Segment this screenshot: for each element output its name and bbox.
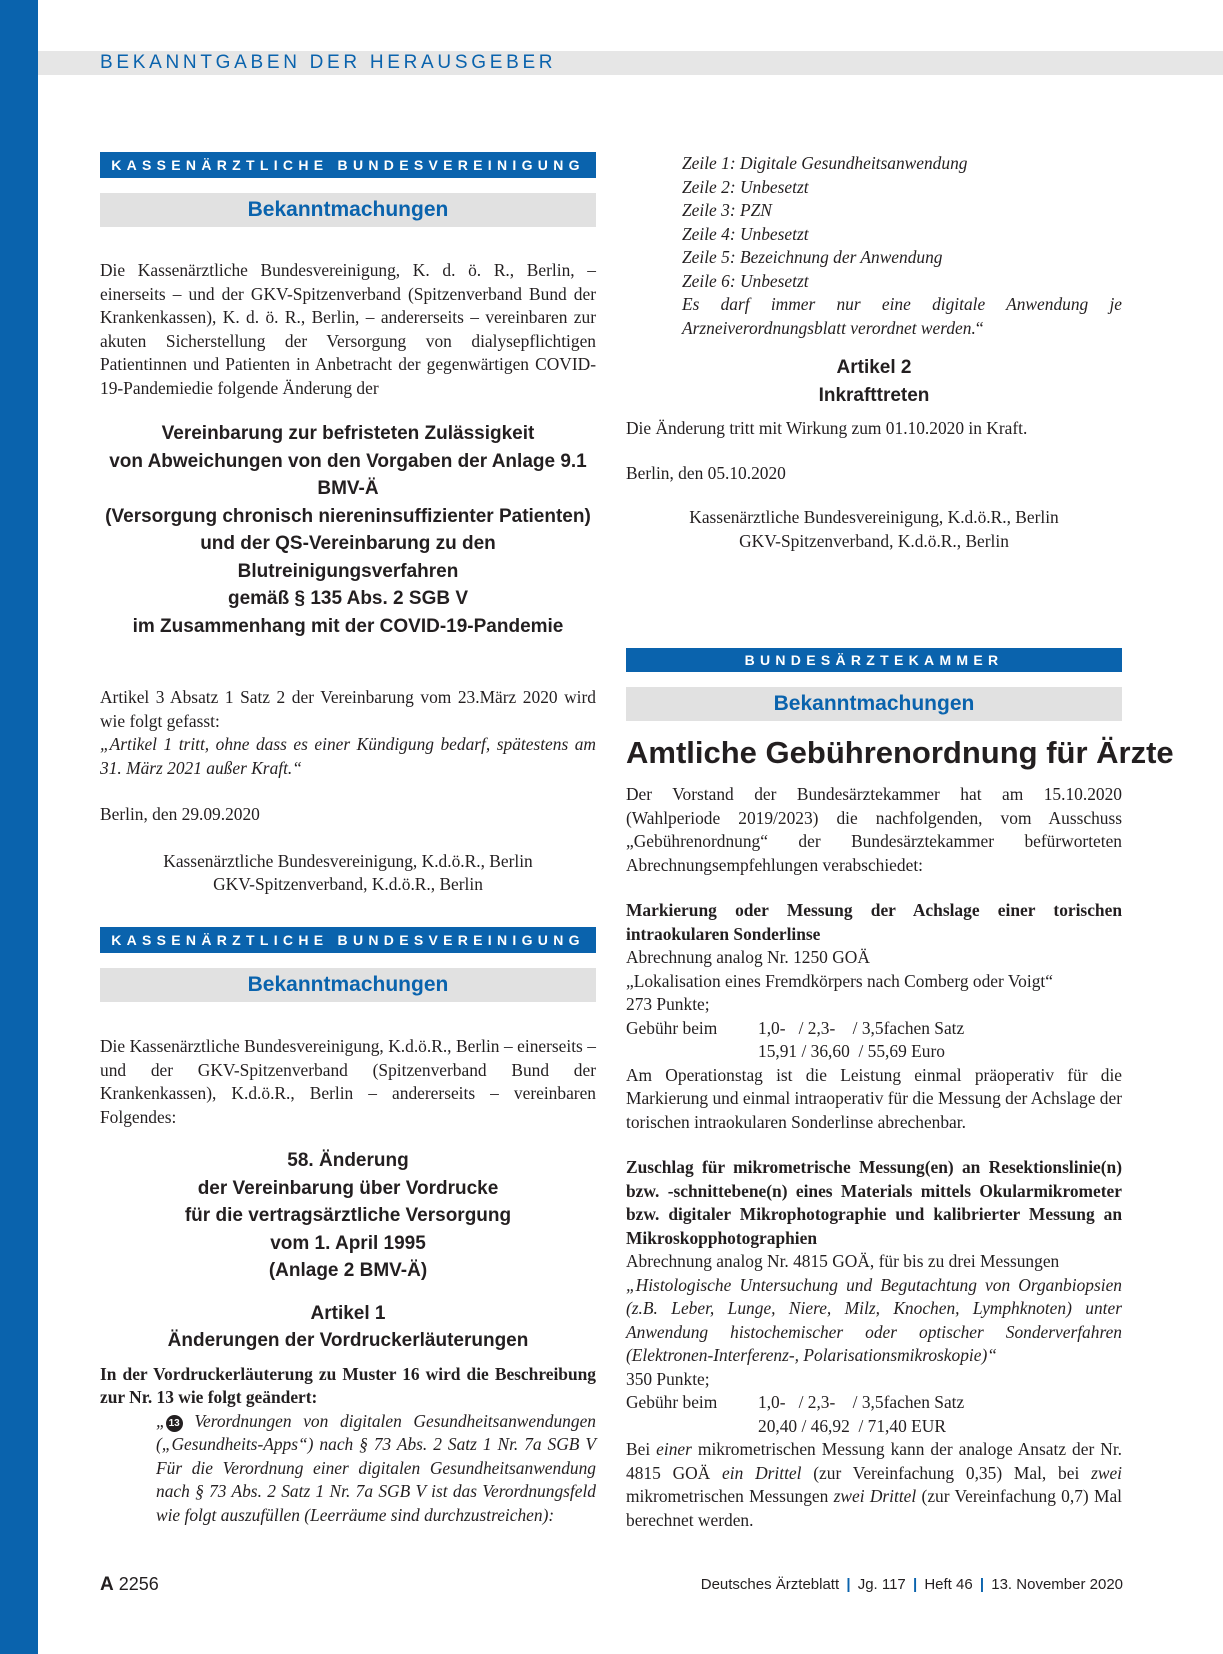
- item-reference: „Histologische Untersuchung und Begutachtung von Organbiopsien (z.B. Leber, Lunge, Niere, Milz, Knochen, Lymphknoten) unter Anwendung histochemischer oder optischer Sonderverfahren (Elektronen-Interferenz-, Polarisationsmikroskopie)“: [626, 1274, 1122, 1365]
- subheading: Bekanntmachungen: [626, 687, 1122, 721]
- date-line: Berlin, den 05.10.2020: [626, 462, 786, 483]
- signature-line: GKV-Spitzenverband, K.d.ö.R., Berlin: [739, 530, 1009, 551]
- intro-paragraph: Der Vorstand der Bundesärztekammer hat am 15.10.2020 (Wahlperiode 2019/2023) die nachfolgenden, vom Ausschuss „Gebührenordnung“ der Bundesärztekammer befürworteten Abrechnungsempfehlungen verabschiedet:: [626, 784, 1122, 875]
- fee-rates-row: Gebühr beim 1,0- / 2,3- / 3,5fachen Satz: [626, 1392, 965, 1412]
- kbv-notice-1: [100, 152, 596, 897]
- journal-issue: Heft 46: [924, 1576, 973, 1593]
- title-line: im Zusammenhang mit der COVID-19-Pandemie: [132, 615, 564, 637]
- journal-footer: Deutsches Ärzteblatt | Jg. 117 | Heft 46 | 13. November 2020: [700, 1576, 1123, 1593]
- billing-item-2: [626, 1156, 1122, 1532]
- baek-notice: [626, 648, 1174, 1532]
- instruction-bold: In der Vordruckerläuterung zu Muster 16 wird die Beschreibung zur Nr. 13 wie folgt geändert:: [100, 1363, 596, 1407]
- field-line: Zeile 1: Digitale Gesundheitsanwendung: [682, 153, 968, 173]
- title-line: für die vertragsärztliche Versorgung: [184, 1205, 512, 1226]
- fee-values-row: 15,91 / 36,60 / 55,69 Euro: [758, 1041, 945, 1061]
- article-subtitle: Änderungen der Vordruckerläuterungen: [167, 1330, 529, 1351]
- amendment-title: [100, 1147, 596, 1285]
- title-line: Vereinbarung zur befristeten Zulässigkeit: [161, 423, 535, 444]
- fee-values-row: 20,40 / 46,92 / 71,40 EUR: [758, 1415, 946, 1436]
- article-title: Artikel 2: [836, 357, 912, 378]
- title-line: von Abweichungen von den Vorgaben der Anlage 9.1 BMV-Ä: [109, 450, 587, 499]
- fee-rates-row: Gebühr beim 1,0- / 2,3- / 3,5fachen Satz: [626, 1017, 965, 1038]
- field-line: Zeile 2: Unbesetzt: [682, 176, 809, 197]
- title-line: der Vereinbarung über Vordrucke: [197, 1177, 499, 1199]
- quote-open: „: [156, 1410, 166, 1431]
- effective-date-text: Die Änderung tritt mit Wirkung zum 01.10.2020 in Kraft.: [626, 418, 1028, 438]
- kbv-notice-2: [100, 927, 596, 1527]
- field-line: Zeile 6: Unbesetzt: [682, 270, 809, 291]
- subheading: Bekanntmachungen: [100, 193, 596, 227]
- billing-item-1: [626, 899, 1122, 1134]
- journal-volume: Jg. 117: [857, 1576, 906, 1593]
- journal-date: 13. November 2020: [991, 1576, 1123, 1593]
- org-bar: BUNDESÄRZTEKAMMER: [626, 648, 1122, 672]
- item-title: Zuschlag für mikrometrische Messung(en) an Resektionslinie(n) bzw. -schnittebene(n) eines Materials mittels Okularmikrometer bzw. digitaler Mikrophotographie und kalibrierter Messung an Mikroskopphotographien: [626, 1157, 1122, 1248]
- quoted-description: [100, 1410, 596, 1528]
- item-points: 350 Punkte;: [626, 1368, 710, 1389]
- intro-paragraph: Die Kassenärztliche Bundesvereinigung, K. d. ö. R., Berlin, – einerseits – und der GKV-Spitzenverband (Spitzenverband Bund der Krankenkassen), K. d. ö. R., Berlin, – andererseits – vereinbaren zur akuten Sicherstellung der Versorgung von dialysepflichtigen Patientinnen und Patienten in Anbetracht der gegenwärtigen COVID-19-Pandemiedie folgende Änderung der: [100, 260, 596, 398]
- quote: „Artikel 1 tritt, ohne dass es einer Kündigung bedarf, spätestens am 31. März 2021 außer Kraft.“: [100, 734, 596, 778]
- item-text: Am Operationstag ist die Leistung einmal präoperativ für die Markierung und einmal intraoperativ für die Messung der Achslage der torischen intraokularen Sonderlinse abrechenbar.: [626, 1064, 1122, 1132]
- title-line: gemäß § 135 Abs. 2 SGB V: [227, 588, 469, 609]
- item-analog: Abrechnung analog Nr. 1250 GOÄ: [626, 947, 870, 967]
- field-note: Es darf immer nur eine digitale Anwendung je Arzneiverordnungsblatt verordnet werden.“: [682, 294, 1122, 338]
- page-number: A 2256: [100, 1574, 159, 1595]
- item-reference: „Lokalisation eines Fremdkörpers nach Comberg oder Voigt“: [626, 970, 1053, 991]
- quote-text: Verordnungen von digitalen Gesundheitsanwendungen („Gesundheits-Apps“) nach § 73 Abs. 2 Satz 1 Nr. 7a SGB V Für die Verordnung einer digitalen Gesundheitsanwendung nach § 73 Abs. 2 Satz 1 Nr. 7a SGB V ist das Verordnungsfeld wie folgt auszufüllen (Leerräume sind durchzustreichen):: [156, 1410, 596, 1525]
- subheading: Bekanntmachungen: [100, 968, 596, 1002]
- section-header: BEKANNTGABEN DER HERAUSGEBER: [100, 52, 557, 73]
- title-line: vom 1. April 1995: [270, 1232, 426, 1254]
- date-line: Berlin, den 29.09.2020: [100, 804, 260, 824]
- field-line: Zeile 3: PZN: [682, 200, 772, 220]
- org-bar: KASSENÄRZTLICHE BUNDESVEREINIGUNG: [100, 152, 596, 178]
- article-title: Artikel 1: [310, 1302, 386, 1324]
- item-analog: Abrechnung analog Nr. 4815 GOÄ, für bis zu drei Messungen: [626, 1251, 1060, 1271]
- org-bar: KASSENÄRZTLICHE BUNDESVEREINIGUNG: [100, 927, 596, 953]
- notice-title: Amtliche Gebührenordnung für Ärzte: [626, 735, 1174, 770]
- title-line: (Versorgung chronisch niereninsuffizienter Patienten): [105, 505, 591, 527]
- item-points: 273 Punkte;: [626, 994, 710, 1014]
- field-lines: [626, 152, 1122, 340]
- article-paragraph: Artikel 3 Absatz 1 Satz 2 der Vereinbarung vom 23.März 2020 wird wie folgt gefasst:: [100, 687, 596, 731]
- kbv-notice-2-continued: [626, 152, 1122, 553]
- title-line: 58. Änderung: [287, 1150, 409, 1171]
- title-line: (Anlage 2 BMV-Ä): [268, 1260, 428, 1281]
- item-title: Markierung oder Messung der Achslage einer torischen intraokularen Sonderlinse: [626, 900, 1122, 944]
- agreement-title: [100, 420, 596, 640]
- signature-line: GKV-Spitzenverband, K.d.ö.R., Berlin: [213, 874, 483, 894]
- item-text: Bei einer mikrometrischen Messung kann der analoge Ansatz der Nr. 4815 GOÄ ein Drittel (zur Vereinfachung 0,35) Mal, bei zwei mikrometrischen Messungen zwei Drittel (zur Vereinfachung 0,7) Mal berechnet werden.: [626, 1439, 1123, 1530]
- journal-name: Deutsches Ärzteblatt: [700, 1576, 840, 1593]
- field-line: Zeile 5: Bezeichnung der Anwendung: [682, 247, 943, 267]
- signature-line: Kassenärztliche Bundesvereinigung, K.d.ö.R., Berlin: [689, 507, 1059, 527]
- edge-sidebar: [0, 0, 38, 1654]
- field-line: Zeile 4: Unbesetzt: [682, 223, 809, 244]
- field-number-13-icon: 13: [166, 1415, 183, 1432]
- article-subtitle: Inkrafttreten: [818, 384, 930, 406]
- intro-paragraph: Die Kassenärztliche Bundesvereinigung, K.d.ö.R., Berlin – einerseits – und der GKV-Spitzenverband (Spitzenverband Bund der Krankenkassen), K.d.ö.R., Berlin – andererseits – vereinbaren Folgendes:: [100, 1036, 596, 1127]
- title-line: und der QS-Vereinbarung zu den Blutreinigungsverfahren: [200, 533, 496, 582]
- signature-line: Kassenärztliche Bundesvereinigung, K.d.ö.R., Berlin: [163, 850, 533, 871]
